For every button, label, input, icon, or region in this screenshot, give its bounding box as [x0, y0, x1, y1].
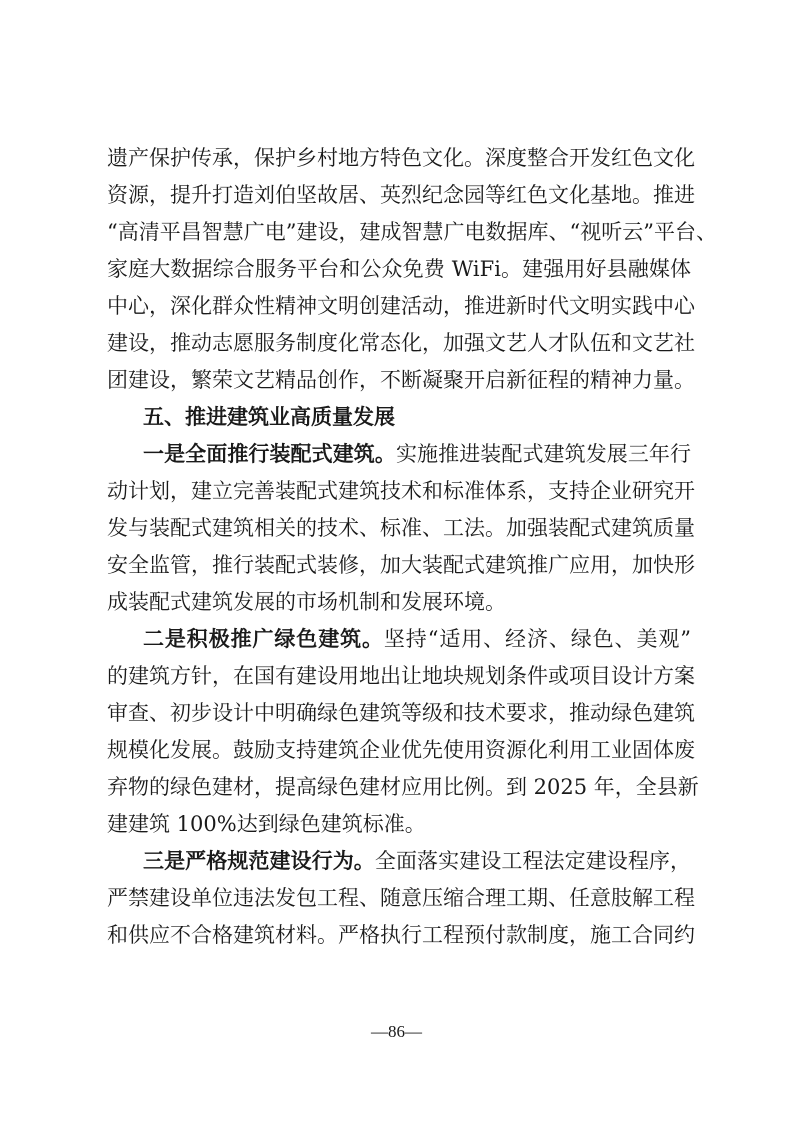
- text-segment: 全面落实建设工程法定建设程序，: [374, 849, 692, 873]
- text-line: [107, 214, 717, 251]
- page-number: —86—: [371, 1022, 422, 1041]
- text-segment: 遗产保护传承，保护乡村地方特色文化。深度整合开发红色文化: [107, 146, 695, 170]
- text-segment: 发与装配式建筑相关的技术、标准、工法。加强装配式建筑质量: [107, 516, 695, 540]
- text-segment: 严禁建设单位违法发包工程、随意压缩合理工期、任意肢解工程: [107, 886, 695, 910]
- text-segment: 资源，提升打造刘伯坚故居、英烈纪念园等红色文化基地。推进: [107, 183, 695, 207]
- bold-lead-phrase: 三是严格规范建设行为。: [143, 849, 375, 873]
- text-line: [107, 362, 695, 399]
- paragraph: [107, 843, 695, 954]
- text-segment: 团建设，繁荣文艺精品创作，不断凝聚开启新征程的精神力量。: [107, 368, 695, 392]
- text-segment: 动计划，建立完善装配式建筑技术和标准体系，支持企业研究开: [107, 479, 695, 503]
- text-segment: 中心，深化群众性精神文明创建活动，推进新时代文明实践中心: [107, 294, 695, 318]
- text-segment: 建建筑 100%达到绿色建筑标准。: [107, 812, 426, 836]
- text-line: [107, 177, 695, 214]
- document-body: [107, 140, 717, 954]
- bold-lead-phrase: 二是积极推广绿色建筑。: [143, 627, 384, 651]
- text-line: [107, 399, 691, 436]
- text-line: [107, 547, 695, 584]
- section-heading: [107, 399, 691, 436]
- text-segment: 建设，推动志愿服务制度化常态化，加强文艺人才队伍和文艺社: [107, 331, 695, 355]
- text-segment: 和供应不合格建筑材料。严格执行工程预付款制度，施工合同约: [107, 923, 695, 947]
- paragraph: [107, 621, 699, 843]
- text-line: [107, 806, 691, 843]
- bold-lead-phrase: 一是全面推行装配式建筑。: [143, 442, 396, 466]
- paragraph: [107, 140, 717, 399]
- text-segment: 规模化发展。鼓励支持建筑企业优先使用资源化利用工业固体废: [107, 738, 695, 762]
- text-line: [107, 880, 695, 917]
- text-line: [107, 732, 695, 769]
- text-segment: “高清平昌智慧广电”建设，建成智慧广电数据库、“视听云”平台、: [107, 220, 717, 244]
- text-segment: 成装配式建筑发展的市场机制和发展环境。: [107, 590, 506, 614]
- text-line: [107, 843, 691, 880]
- text-segment: 安全监管，推行装配式装修，加大装配式建筑推广应用，加快形: [107, 553, 695, 577]
- text-segment: 的建筑方针，在国有建设用地出让地块规划条件或项目设计方案: [107, 664, 695, 688]
- text-line: [107, 473, 695, 510]
- text-line: [107, 584, 691, 621]
- text-line: [107, 140, 695, 177]
- text-line: [107, 325, 695, 362]
- text-line: [107, 510, 695, 547]
- text-line: [107, 769, 699, 806]
- text-line: [107, 658, 695, 695]
- text-line: [107, 251, 691, 288]
- text-line: [107, 621, 691, 658]
- text-segment: 实施推进装配式建筑发展三年行: [395, 442, 692, 466]
- text-line: [107, 288, 695, 325]
- text-segment: 家庭大数据综合服务平台和公众免费 WiFi。建强用好县融媒体: [107, 257, 691, 281]
- text-line: [107, 436, 691, 473]
- text-line: [107, 695, 695, 732]
- text-segment: 五、推进建筑业高质量发展: [143, 405, 395, 429]
- paragraph: [107, 436, 695, 621]
- text-segment: 审查、初步设计中明确绿色建筑等级和技术要求，推动绿色建筑: [107, 701, 695, 725]
- text-segment: 坚持“适用、经济、绿色、美观”: [383, 627, 691, 651]
- text-segment: 弃物的绿色建材，提高绿色建材应用比例。到 2025 年，全县新: [107, 775, 699, 799]
- text-line: [107, 917, 695, 954]
